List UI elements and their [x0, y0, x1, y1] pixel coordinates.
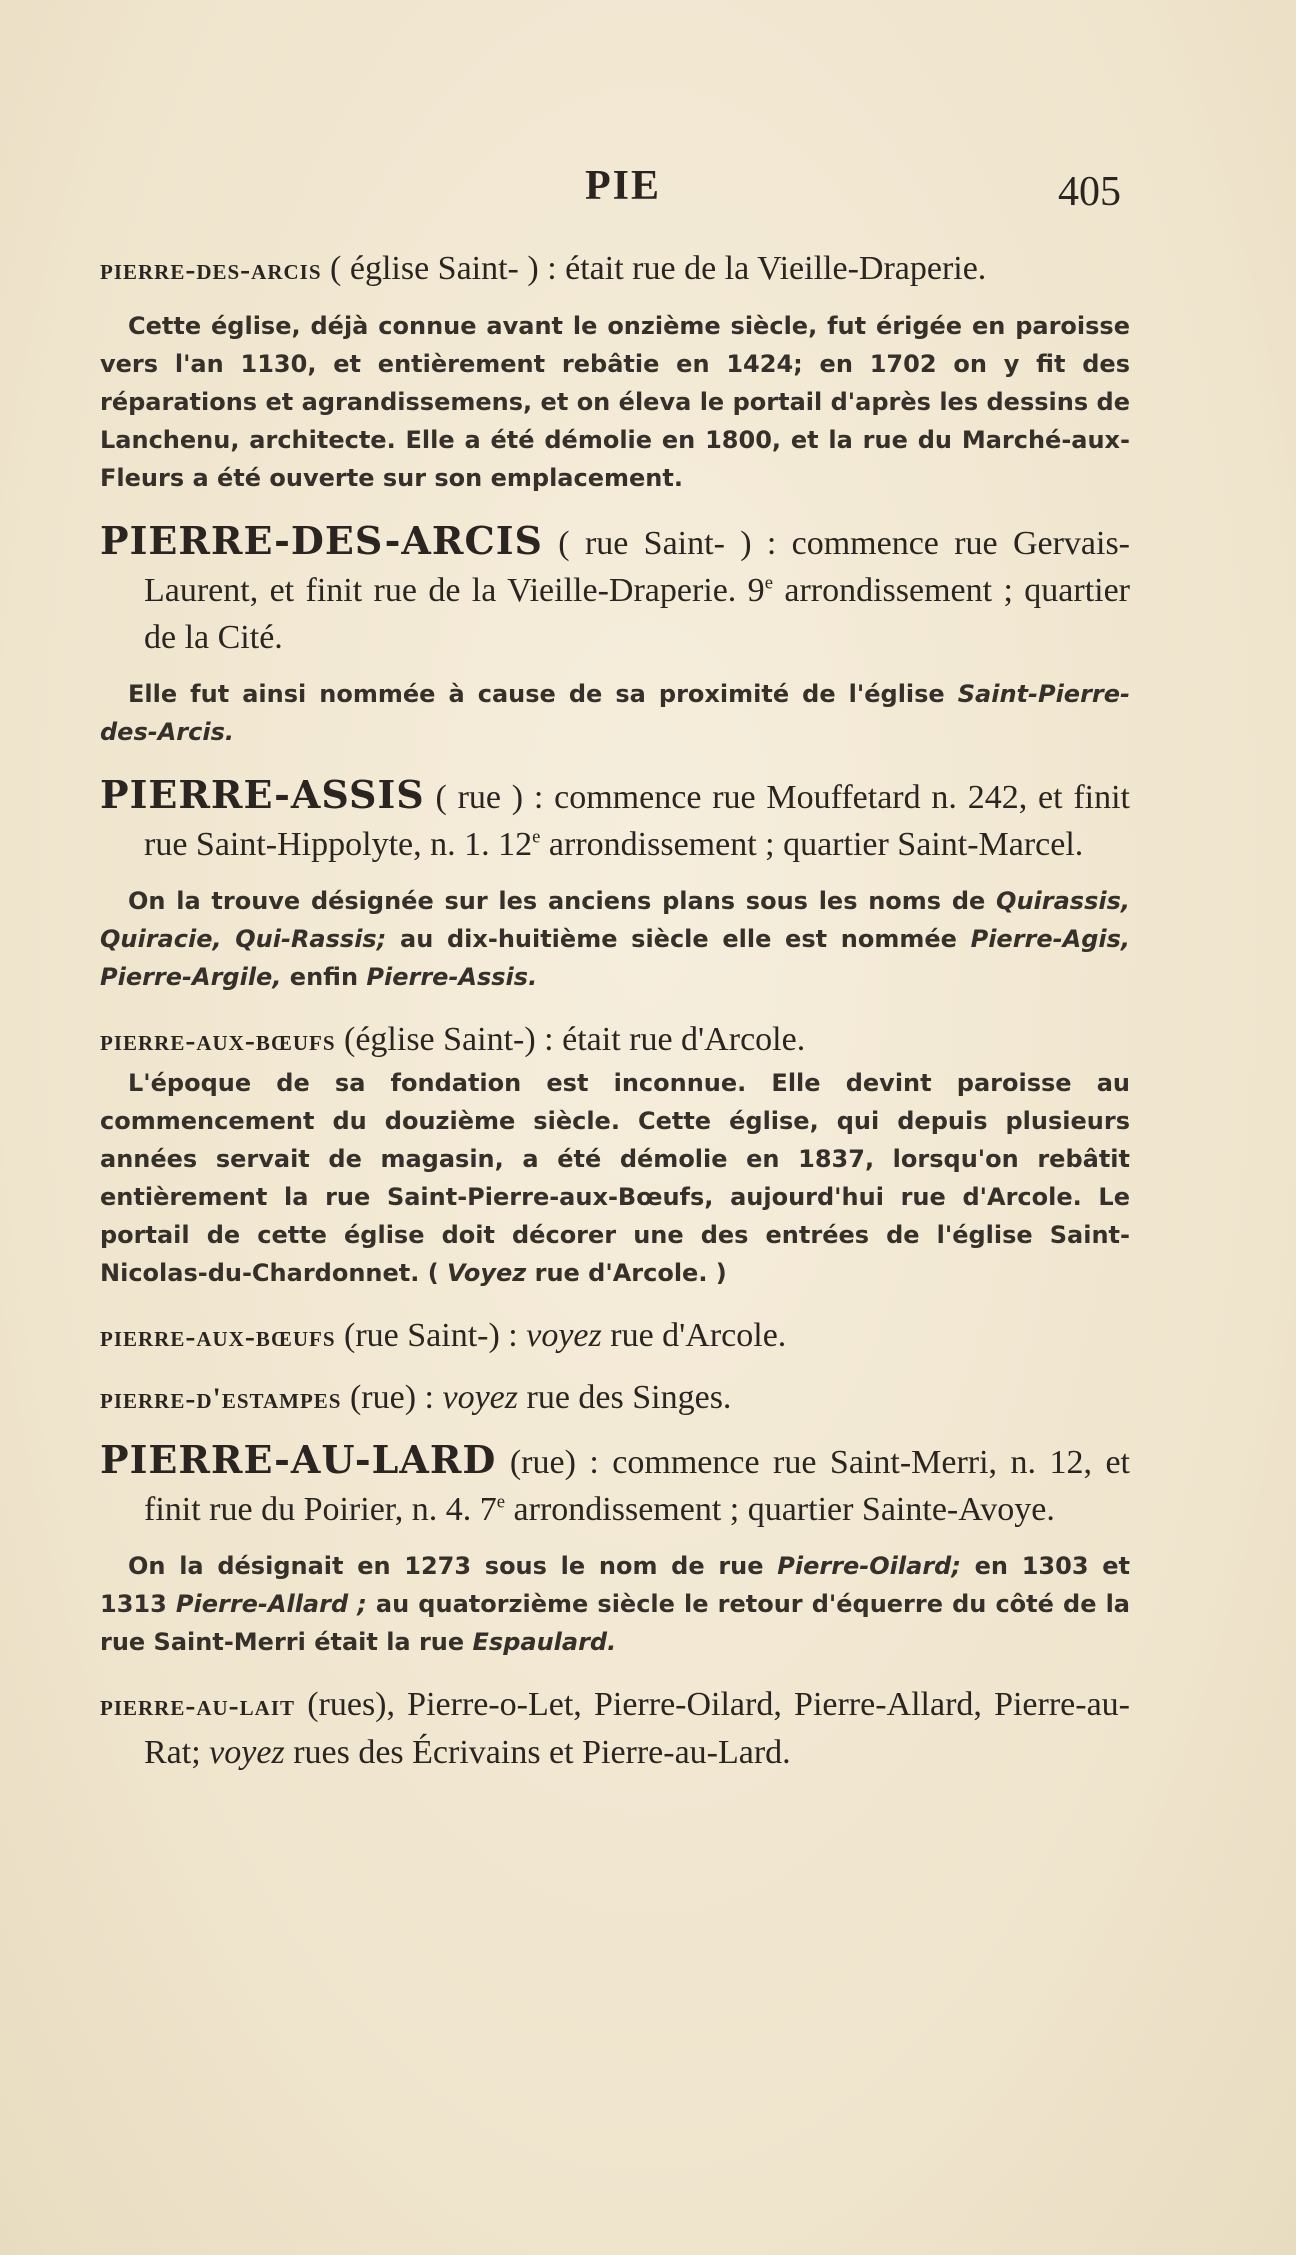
entry-pierre-assis: [100, 771, 1130, 868]
entry-text: ( rue Saint- ) : commence rue Gervais-Laurent, et finit rue de la Vieille-Draperie. 9: [144, 525, 1130, 609]
running-head-word: PIE: [585, 163, 662, 209]
note-text: au dix-huitième siècle elle est nommée: [386, 925, 971, 953]
entry-note: [100, 1064, 1130, 1292]
entry-text: (rues), Pierre-o-Let, Pierre-Oilard, Pierre-Allard, Pierre-au-Rat;: [144, 1686, 1130, 1771]
entry-heading: pierre-d'estampes: [100, 1382, 342, 1415]
entry-text-after: arrondissement ; quartier Sainte-Avoye.: [513, 1491, 1055, 1528]
note-italic: Pierre-Oilard;: [777, 1552, 961, 1580]
entry-text: rue d'Arcole.: [601, 1317, 787, 1354]
entry-pierre-au-lard: [100, 1436, 1130, 1533]
entry-text-after: arrondissement ; quartier Saint-Marcel.: [548, 826, 1084, 863]
note-italic: Quirassis, Quiracie, Qui-Rassis;: [100, 887, 1130, 953]
entry-text: (rue) :: [349, 1379, 443, 1416]
note-text: On la trouve désignée sur les anciens plans sous les noms de: [128, 887, 997, 915]
entry-heading: PIERRE-ASSIS: [100, 772, 425, 817]
entry-text: (église Saint-) : était rue d'Arcole.: [344, 1021, 806, 1058]
entry-pierre-des-arcis-rue: [100, 517, 1130, 661]
entry-heading: pierre-aux-bœufs: [100, 1320, 336, 1353]
page-number: 405: [1058, 169, 1121, 215]
note-italic: Pierre-Agis, Pierre-Argile,: [100, 925, 1130, 991]
note-italic: Espaulard.: [472, 1628, 617, 1656]
entry-note: [100, 882, 1130, 996]
entry-note: [100, 1547, 1130, 1661]
entry-pierre-aux-boeufs-rue: [100, 1312, 1130, 1360]
entry-heading: pierre-des-arcis: [100, 253, 322, 286]
entry-text: (rue) : commence rue Saint-Merri, n. 12, et finit rue du Poirier, n. 4. 7: [144, 1444, 1131, 1528]
note-text: rue d'Arcole. ): [526, 1259, 727, 1287]
cross-reference: voyez: [442, 1379, 519, 1416]
note-italic: Voyez: [447, 1259, 527, 1287]
note-text: Elle fut ainsi nommée à cause de sa proximité de l'église: [128, 680, 958, 708]
note-italic: Saint-Pierre-des-Arcis.: [100, 680, 1130, 746]
ordinal-suffix: e: [764, 572, 773, 594]
entry-heading: pierre-aux-bœufs: [100, 1024, 336, 1057]
running-head: [0, 162, 1296, 222]
page-content: [100, 245, 1130, 1776]
entry-pierre-au-lait: [100, 1681, 1130, 1776]
note-text: enfin: [281, 963, 367, 991]
entry-text: rue des Singes.: [518, 1379, 732, 1416]
entry-note: [100, 675, 1130, 751]
entry-pierre-aux-boeufs-eglise: [100, 1016, 1130, 1064]
ordinal-suffix: e: [532, 826, 541, 848]
note-text: L'époque de sa fondation est inconnue. Elle devint paroisse au commencement du douzième siècle. Cette église, qui depuis plusieurs années servait de magasin, a été démolie en 1837, lorsqu'on rebâtit entièrement la rue Saint-Pierre-aux-Bœufs, aujourd'hui rue d'Arcole. Le portail de cette église doit décorer une des entrées de l'église Saint-Nicolas-du-Chardonnet. (: [100, 1069, 1130, 1287]
entry-heading: PIERRE-AU-LARD: [100, 1437, 497, 1482]
entry-heading: pierre-au-lait: [100, 1689, 296, 1722]
entry-text: ( église Saint- ) : était rue de la Vieille-Draperie.: [330, 250, 987, 287]
entry-text: ( rue ) : commence rue Mouffetard n. 242, et finit rue Saint-Hippolyte, n. 1. 12: [144, 779, 1130, 863]
note-italic: Pierre-Allard ;: [175, 1590, 367, 1618]
entry-heading: PIERRE-DES-ARCIS: [100, 518, 543, 563]
entry-text-after: arrondissement ; quartier de la Cité.: [144, 572, 1130, 656]
note-text: en 1303 et 1313: [100, 1552, 1130, 1618]
ordinal-suffix: e: [496, 1491, 506, 1513]
cross-reference: voyez: [526, 1317, 602, 1354]
cross-reference: voyez: [209, 1734, 285, 1771]
entry-text: rues des Écrivains et Pierre-au-Lard.: [284, 1734, 791, 1771]
note-text: au quatorzième siècle le retour d'équerre du côté de la rue Saint-Merri était la rue: [100, 1590, 1130, 1656]
entry-text: (rue Saint-) :: [344, 1317, 527, 1354]
note-italic: Pierre-Assis.: [366, 963, 538, 991]
note-text: On la désignait en 1273 sous le nom de rue: [128, 1552, 778, 1580]
entry-pierre-d-estampes: [100, 1374, 1130, 1422]
entry-pierre-des-arcis-eglise: [100, 245, 1130, 293]
entry-note: Cette église, déjà connue avant le onzième siècle, fut érigée en paroisse vers l'an 1130, et entièrement rebâtie en 1424; en 1702 on y fit des réparations et agrandissemens, et on éleva le portail d'après les dessins de Lanchenu, architecte. Elle a été démolie en 1800, et la rue du Marché-aux-Fleurs a été ouverte sur son emplacement.: [100, 312, 1130, 492]
